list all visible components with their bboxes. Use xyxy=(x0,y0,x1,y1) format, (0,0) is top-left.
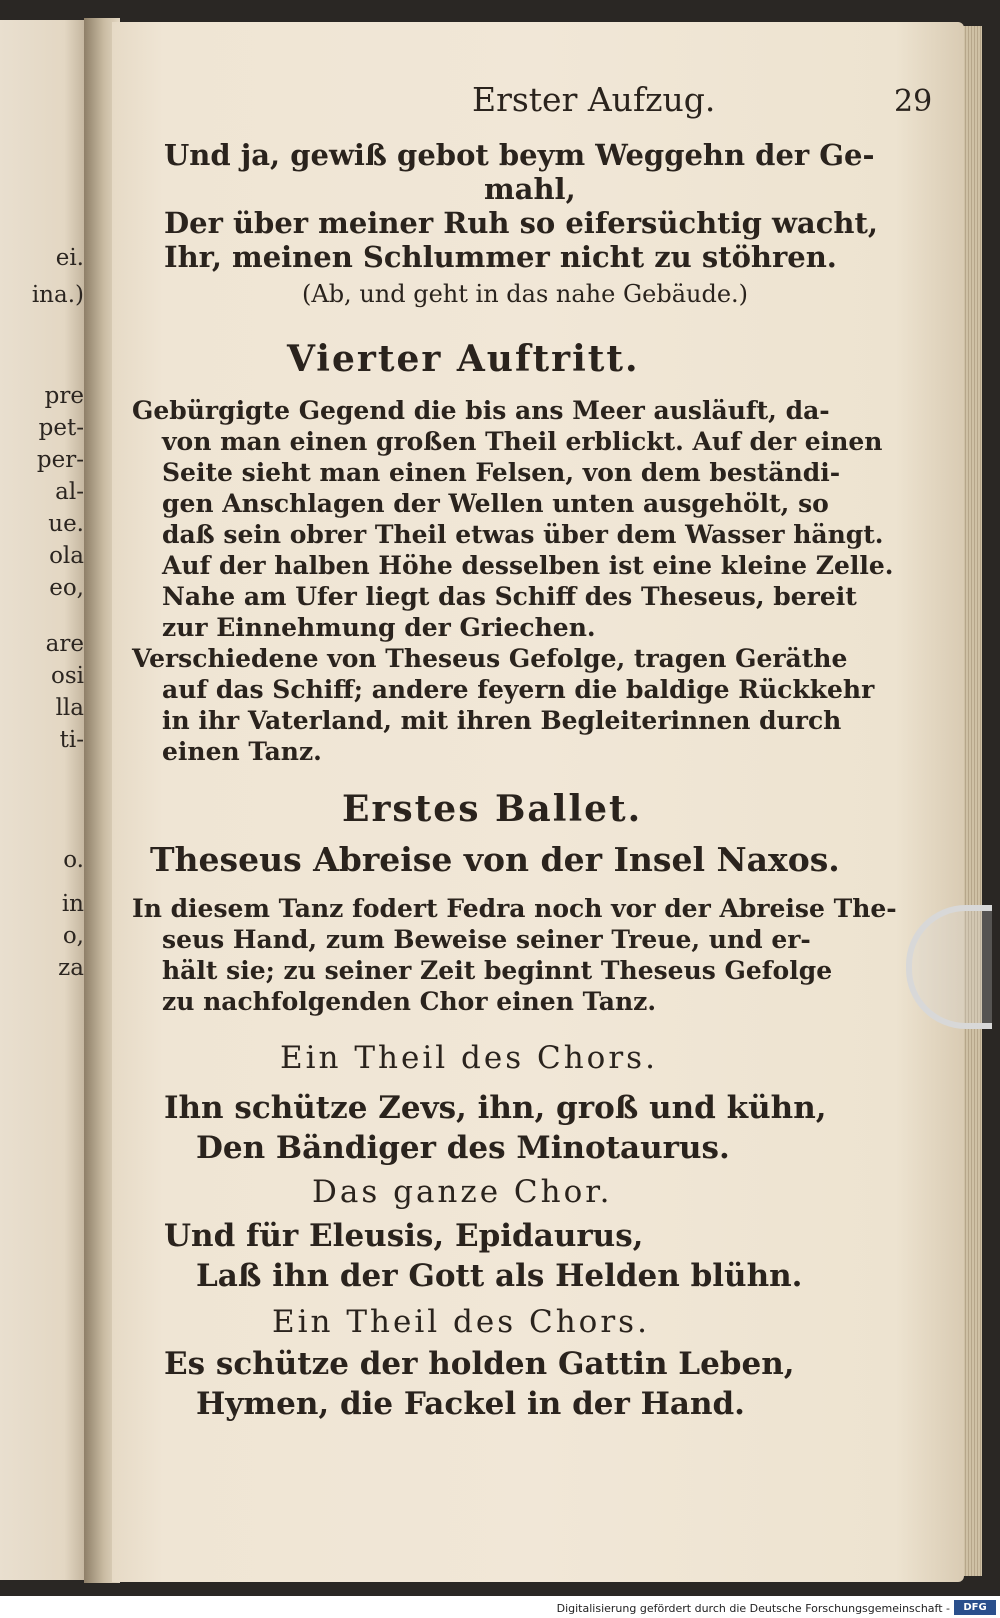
scene-description-line: Gebürgigte Gegend die bis ans Meer ausläuft, da- xyxy=(132,396,830,425)
scene-description-line: einen Tanz. xyxy=(162,737,322,766)
verse-line: mahl, xyxy=(484,172,576,206)
left-fragment: al- xyxy=(55,479,84,505)
left-fragment: ina.) xyxy=(31,282,84,308)
left-fragment: osi xyxy=(50,663,84,689)
left-fragment: lla xyxy=(55,695,84,721)
right-page xyxy=(112,22,964,1582)
chorus-line: Laß ihn der Gott als Helden blühn. xyxy=(196,1258,803,1294)
scene-description-line: zur Einnehmung der Griechen. xyxy=(162,613,596,642)
chorus-line: Es schütze der holden Gattin Leben, xyxy=(164,1346,795,1382)
chorus-heading: Ein Theil des Chors. xyxy=(280,1040,658,1076)
scene-description-line: Verschiedene von Theseus Gefolge, tragen Geräthe xyxy=(132,644,848,673)
scene-description-line: Nahe am Ufer liegt das Schiff des Theseus, bereit xyxy=(162,582,857,611)
left-fragment: pet- xyxy=(38,415,84,441)
left-fragment: ei. xyxy=(55,245,84,271)
chorus-line: Den Bändiger des Minotaurus. xyxy=(196,1130,730,1166)
left-fragment: o, xyxy=(62,923,84,949)
scene-description-line: daß sein obrer Theil etwas über dem Wasser hängt. xyxy=(162,520,884,549)
page-number: 29 xyxy=(894,84,933,119)
dfg-logo: DFG xyxy=(954,1600,996,1615)
left-fragment: per- xyxy=(36,447,84,473)
chorus-heading: Ein Theil des Chors. xyxy=(272,1304,650,1340)
ballet-heading: Erstes Ballet. xyxy=(342,788,643,830)
running-head: Erster Aufzug. xyxy=(472,80,716,119)
left-fragment: eo, xyxy=(49,575,84,601)
left-fragment: are xyxy=(45,631,84,657)
left-fragment: za xyxy=(58,955,84,981)
chorus-line: Ihn schütze Zevs, ihn, groß und kühn, xyxy=(164,1090,827,1126)
scene-description-line: Auf der halben Höhe desselben ist eine kleine Zelle. xyxy=(162,551,894,580)
stage-direction: (Ab, und geht in das nahe Gebäude.) xyxy=(302,280,749,308)
left-fragment: in xyxy=(61,891,84,917)
left-fragment: ue. xyxy=(48,511,84,537)
left-fragment: o. xyxy=(63,847,84,873)
ballet-subtitle: Theseus Abreise von der Insel Naxos. xyxy=(150,840,840,879)
verse-line: Ihr, meinen Schlummer nicht zu stöhren. xyxy=(164,240,837,274)
verse-line: Der über meiner Ruh so eifersüchtig wacht, xyxy=(164,206,878,240)
left-page xyxy=(0,20,92,1580)
left-fragment: ola xyxy=(49,543,84,569)
left-fragment: pre xyxy=(44,383,84,409)
scene-description-line: Seite sieht man einen Felsen, von dem beständi- xyxy=(162,458,841,487)
scene-description-line: gen Anschlagen der Wellen unten ausgehölt, so xyxy=(162,489,829,518)
ballet-description-line: seus Hand, zum Beweise seiner Treue, und er- xyxy=(162,925,811,954)
chorus-heading: Das ganze Chor. xyxy=(312,1174,613,1210)
scene-description-line: auf das Schiff; andere feyern die baldige Rückkehr xyxy=(162,675,875,704)
chorus-line: Hymen, die Fackel in der Hand. xyxy=(196,1386,745,1422)
ballet-description-line: hält sie; zu seiner Zeit beginnt Theseus Gefolge xyxy=(162,956,833,985)
left-fragment: ti- xyxy=(59,727,84,753)
ballet-description-line: In diesem Tanz fodert Fedra noch vor der Abreise The- xyxy=(132,894,897,923)
digitization-footer xyxy=(0,1596,1000,1618)
scene-heading: Vierter Auftritt. xyxy=(287,338,640,380)
verse-line: Und ja, gewiß gebot beym Weggehn der Ge- xyxy=(164,138,875,172)
footer-text: Digitalisierung gefördert durch die Deutsche Forschungsgemeinschaft - xyxy=(556,1602,950,1615)
scene-description-line: von man einen großen Theil erblickt. Auf der einen xyxy=(162,427,883,456)
ballet-description-line: zu nachfolgenden Chor einen Tanz. xyxy=(162,987,657,1016)
scene-description-line: in ihr Vaterland, mit ihren Begleiterinnen durch xyxy=(162,706,842,735)
chorus-line: Und für Eleusis, Epidaurus, xyxy=(164,1218,644,1254)
